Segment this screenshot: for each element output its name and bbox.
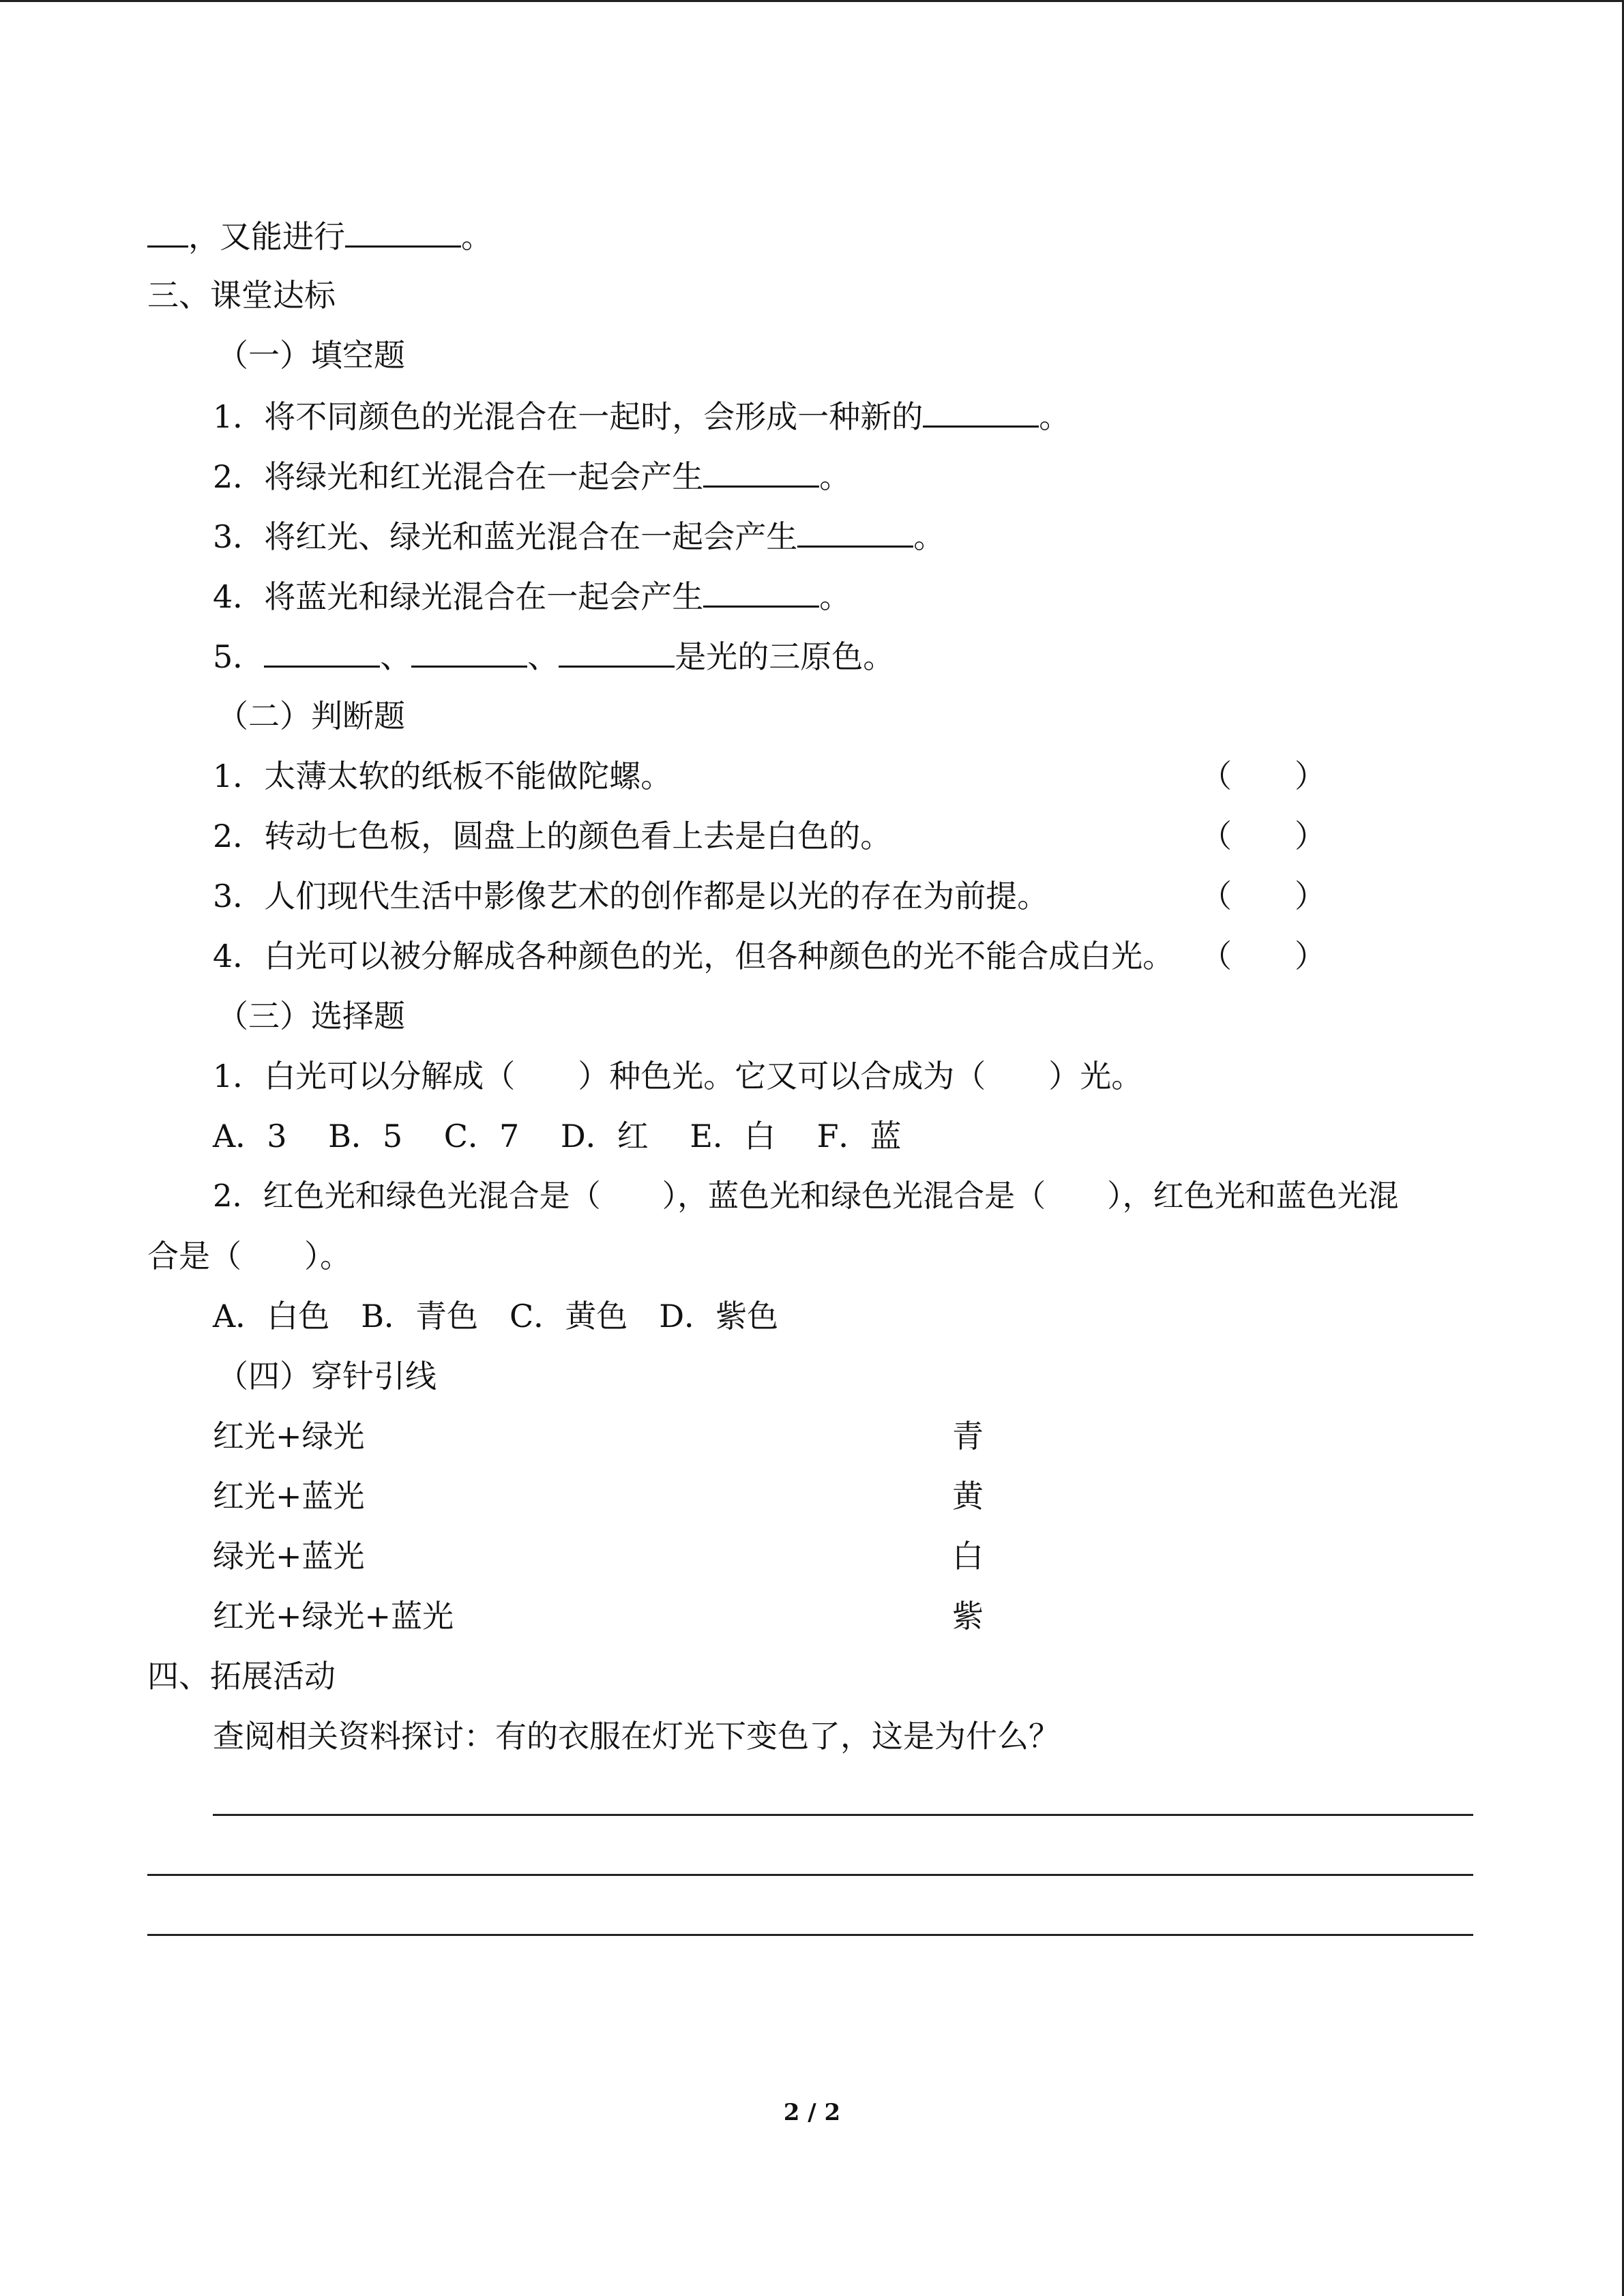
separator: 、 xyxy=(380,638,412,675)
choice-question-2-line-2: 合是（ ）。 xyxy=(147,1238,351,1274)
choice-question-2-options: A．白色 B．青色 C．黄色 D．紫色 xyxy=(213,1298,779,1335)
fill-question-3-text: 3．将红光、绿光和蓝光混合在一起会产生 xyxy=(213,518,798,555)
answer-line[interactable] xyxy=(147,1934,1473,1936)
continuation-line xyxy=(147,215,492,257)
match-left-item: 红光+绿光 xyxy=(213,1418,365,1455)
judge-answer-paren[interactable]: （ ） xyxy=(1200,758,1326,794)
fill-question-3 xyxy=(213,516,945,557)
fill-question-4-text: 4．将蓝光和绿光混合在一起会产生 xyxy=(213,578,704,615)
choice-question-1-options: A．3 B．5 C．7 D．红 E．白 F．蓝 xyxy=(213,1118,902,1154)
judge-answer-paren[interactable]: （ ） xyxy=(1200,818,1326,854)
match-left-item: 绿光+蓝光 xyxy=(213,1538,365,1575)
answer-blank[interactable] xyxy=(703,576,819,608)
fill-question-1-text: 1．将不同颜色的光混合在一起时，会形成一种新的 xyxy=(213,398,924,435)
answer-line[interactable] xyxy=(147,1874,1473,1876)
judge-item-4: 4．白光可以被分解成各种颜色的光，但各种颜色的光不能合成白光。 xyxy=(213,938,1175,974)
judge-answer-paren[interactable]: （ ） xyxy=(1200,878,1326,914)
fill-question-2-text: 2．将绿光和红光混合在一起会产生 xyxy=(213,458,704,495)
fill-question-2 xyxy=(213,456,851,497)
separator: 、 xyxy=(527,638,559,675)
fill-question-1-end: 。 xyxy=(1039,398,1071,435)
match-left-item: 红光+绿光+蓝光 xyxy=(213,1598,454,1635)
match-right-item: 紫 xyxy=(952,1598,984,1635)
choice-question-2-line-1: 2．红色光和绿色光混合是（ ），蓝色光和绿色光混合是（ ），红色光和蓝色光混 xyxy=(213,1178,1399,1214)
answer-blank[interactable] xyxy=(703,456,819,488)
fill-question-5-text: 是光的三原色。 xyxy=(675,638,895,675)
fill-question-4-end: 。 xyxy=(819,578,851,615)
answer-blank[interactable] xyxy=(264,636,380,668)
fill-question-2-end: 。 xyxy=(819,458,851,495)
fill-question-1 xyxy=(213,396,1070,437)
section-4-title: 四、拓展活动 xyxy=(147,1658,336,1695)
judge-answer-paren[interactable]: （ ） xyxy=(1200,938,1326,974)
judge-item-2: 2．转动七色板，圆盘上的颜色看上去是白色的。 xyxy=(213,818,892,854)
match-right-item: 黄 xyxy=(952,1478,984,1515)
continuation-text: ，又能进行 xyxy=(188,218,345,255)
answer-blank[interactable] xyxy=(147,215,188,248)
fill-question-4 xyxy=(213,576,851,617)
page-top-border xyxy=(0,0,1624,2)
choice-question-1: 1．白光可以分解成（ ）种色光。它又可以合成为（ ）光。 xyxy=(213,1058,1143,1094)
answer-blank[interactable] xyxy=(797,516,913,548)
answer-blank[interactable] xyxy=(345,215,461,248)
answer-blank[interactable] xyxy=(559,636,675,668)
match-section-title: （四）穿针引线 xyxy=(217,1358,437,1395)
match-right-item: 白 xyxy=(952,1538,984,1575)
fill-question-5 xyxy=(213,636,894,677)
answer-blank[interactable] xyxy=(411,636,527,668)
choice-section-title: （三）选择题 xyxy=(217,998,405,1034)
match-right-item: 青 xyxy=(952,1418,984,1455)
fill-question-5-number: 5． xyxy=(213,638,265,675)
section-3-title: 三、课堂达标 xyxy=(147,277,336,314)
fill-question-3-end: 。 xyxy=(913,518,945,555)
section-4-prompt: 查阅相关资料探讨：有的衣服在灯光下变色了，这是为什么？ xyxy=(213,1718,1060,1755)
answer-line[interactable] xyxy=(213,1814,1473,1816)
fill-section-title: （一）填空题 xyxy=(217,337,405,374)
match-left-item: 红光+蓝光 xyxy=(213,1478,365,1515)
page-number: 2 / 2 xyxy=(783,2099,841,2126)
judge-item-3: 3．人们现代生活中影像艺术的创作都是以光的存在为前提。 xyxy=(213,878,1049,914)
continuation-end: 。 xyxy=(461,218,492,255)
answer-blank[interactable] xyxy=(923,396,1039,428)
judge-item-1: 1．太薄太软的纸板不能做陀螺。 xyxy=(213,758,673,794)
judge-section-title: （二）判断题 xyxy=(217,698,405,734)
